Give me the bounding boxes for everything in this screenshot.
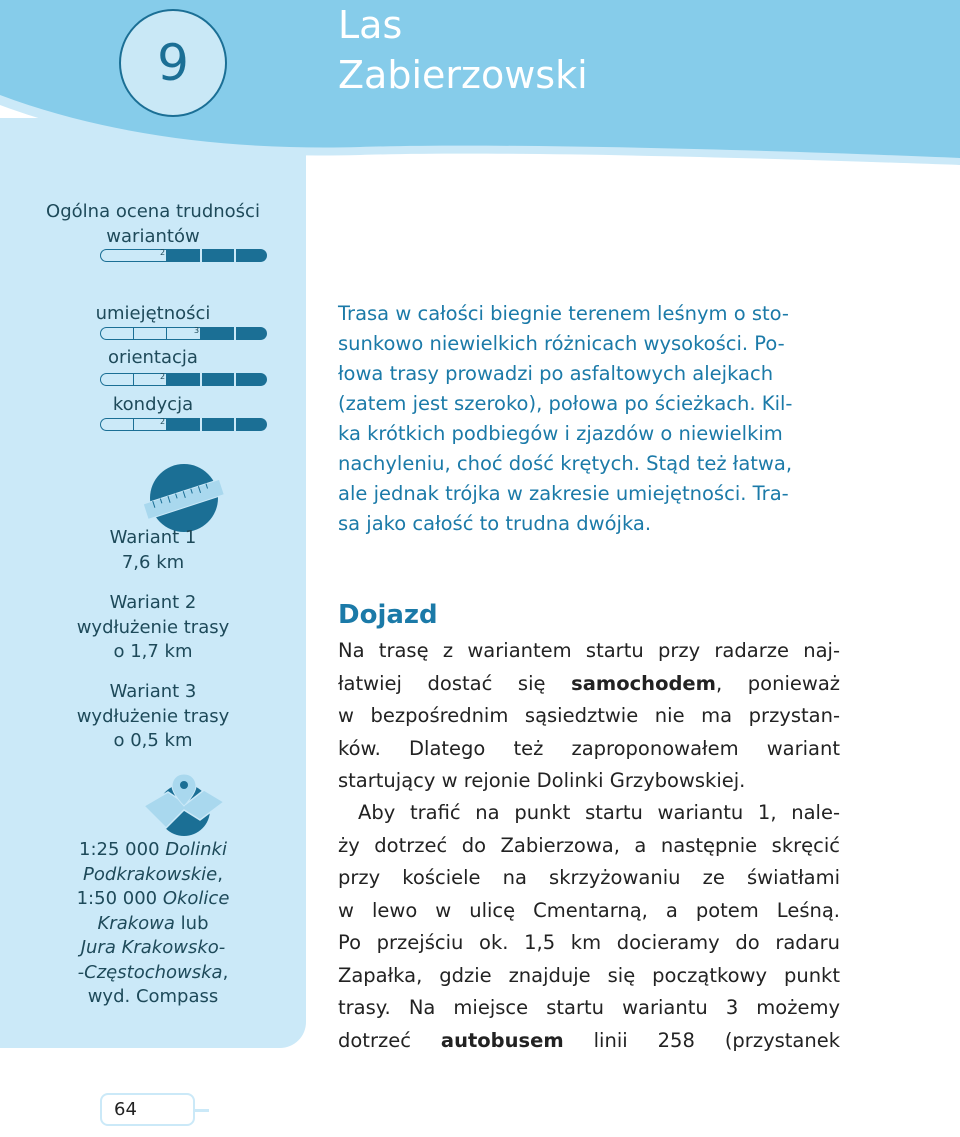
dojazd-paragraph-2: Aby trafić na punkt startu wariantu 1, nale- ży dotrzeć do Zabierzowa, a następnie skręcić przy kościele na skrzyżowaniu ze światłami w lewo w ulicę Cmentarną, a potem Leśną. Po przejściu ok. 1,5 km docieramy do radaru Zapałka, gdzie znajduje się początkowy punkt trasy. Na miejsce startu wariantu 3 możemy dotrzeć autobusem linii 258 (przystanek bbox=[338, 801, 841, 1052]
skill-rating-bar: 3 bbox=[100, 327, 270, 340]
map-pin-icon bbox=[140, 770, 230, 836]
page-title bbox=[338, 0, 588, 100]
chapter-number: 9 bbox=[157, 34, 189, 92]
variant-2-info: Wariant 2 wydłużenie trasy o 1,7 km bbox=[76, 592, 230, 662]
title-line-2: Zabierzowski bbox=[338, 53, 588, 97]
orientation-rating-bar: 2 bbox=[100, 373, 270, 386]
overall-rating-bar: 2 bbox=[100, 249, 270, 262]
condition-rating-bar: 2 bbox=[100, 418, 270, 431]
orientation-label: orientacja bbox=[108, 347, 198, 368]
chapter-number-badge bbox=[119, 9, 227, 117]
dojazd-paragraph-1: Na trasę z wariantem startu przy radarze naj- łatwiej dostać się samochodem, ponieważ w bezpośrednim sąsiedztwie nie ma przystan- ków. Dlatego też zaproponowałem wariant startujący w rejonie Dolinki Grzybowskiej. bbox=[338, 639, 840, 792]
maps-info: 1:25 000 Dolinki Podkrakowskie, 1:50 000 Okolice Krakowa lub Jura Krakowsko- -Częstochowska, wyd. Compass bbox=[76, 839, 230, 1007]
variant-1-info: Wariant 1 7,6 km bbox=[109, 527, 197, 573]
page-number: 64 bbox=[100, 1093, 195, 1126]
overall-difficulty-label: Ogólna ocena trudności wariantów bbox=[46, 201, 260, 247]
variant-3-info: Wariant 3 wydłużenie trasy o 0,5 km bbox=[76, 681, 230, 751]
title-line-1: Las bbox=[338, 3, 403, 47]
ruler-distance-icon bbox=[140, 462, 230, 532]
condition-label: kondycja bbox=[112, 394, 194, 415]
skill-label: umiejętności bbox=[95, 303, 211, 324]
section-heading-dojazd: Dojazd bbox=[338, 600, 438, 630]
intro-paragraph: Trasa w całości biegnie terenem leśnym o sto- sunkowo niewielkich różnicach wysokości. Po- łowa trasy prowadzi po asfaltowych alejkach (zatem jest szeroko), połowa po ścieżkach. Kil- ka krótkich podbiegów i zjazdów o niewielkim nachyleniu, choć dość krętych. Stąd też łatwa, ale jednak trójka w zakresie umiejętności. Tra- sa jako całość to trudna dwójka. bbox=[338, 302, 793, 535]
